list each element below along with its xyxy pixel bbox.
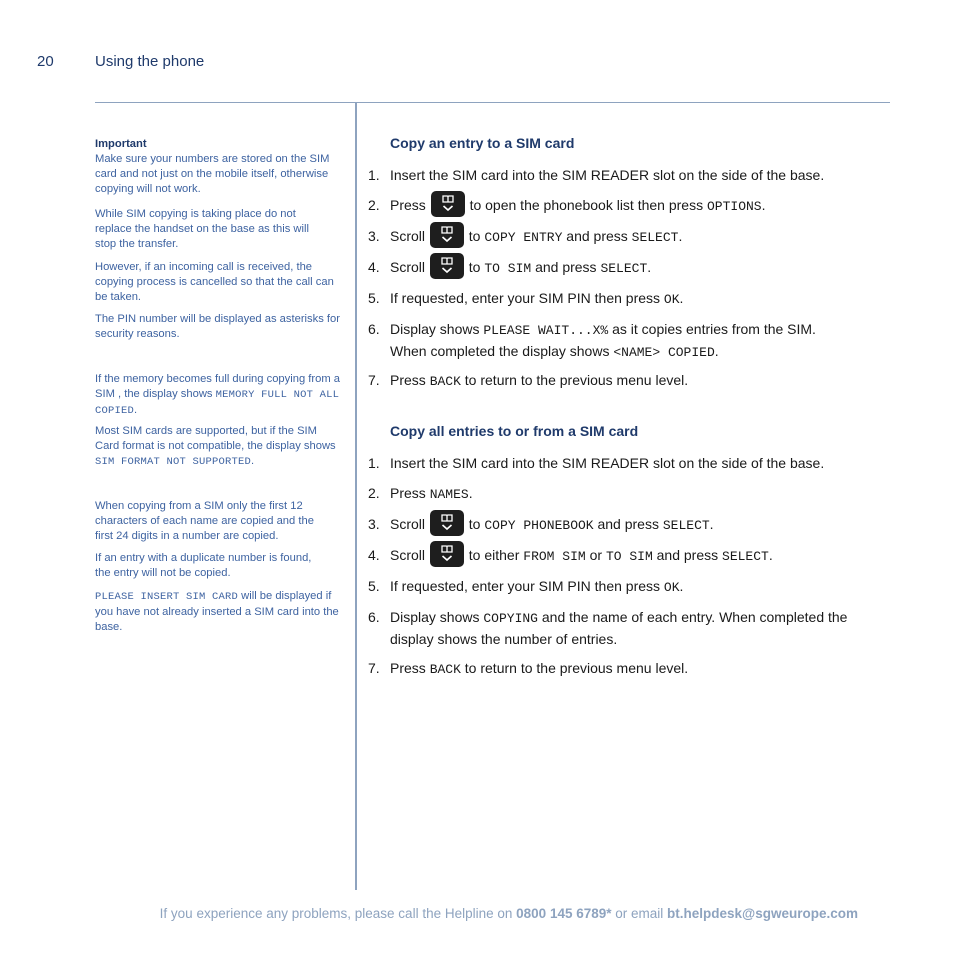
step-number: 3.: [368, 516, 380, 532]
text: to return to the previous menu level.: [464, 660, 689, 676]
text: Press: [390, 485, 426, 501]
menu-option: TO SIM: [605, 549, 653, 564]
display-message: PLEASE WAIT...X%: [483, 323, 609, 338]
text: Press: [390, 197, 426, 213]
step-number: 5.: [368, 578, 380, 594]
text: Scroll: [390, 547, 426, 563]
text: .: [678, 228, 683, 244]
text: to: [468, 259, 481, 275]
menu-option: COPY PHONEBOOK: [484, 518, 594, 533]
display-message: PLEASE INSERT SIM CARD: [95, 591, 239, 603]
step-text: [390, 514, 885, 536]
step-text: Insert the SIM card into the SIM READER slot on the side of the base.: [390, 455, 825, 471]
phonebook-scroll-key-icon: [431, 191, 465, 217]
text: If requested, enter your SIM PIN then press: [390, 578, 661, 594]
text: .: [679, 290, 684, 306]
note-text-part: If the memory becomes full during copying from a SIM , the display shows: [95, 373, 340, 400]
note-text-part: will be displayed if you have not already inserted a SIM card into the base.: [95, 590, 339, 633]
note-text: However, if an incoming call is received, the copying process is cancelled so that the call can be taken.: [95, 261, 334, 303]
text: or: [589, 547, 603, 563]
text: and the name of each entry. When completed the display shows the number of entries.: [390, 609, 848, 647]
note-text: [95, 589, 343, 635]
note-text: The PIN number will be displayed as asterisks for security reasons.: [95, 313, 340, 340]
helpline-phone: 0800 145 6789*: [516, 906, 612, 921]
menu-option: SELECT: [631, 230, 679, 245]
step-number: 6.: [368, 609, 380, 625]
menu-option: TO SIM: [484, 261, 532, 276]
text: If requested, enter your SIM PIN then press: [390, 290, 661, 306]
phonebook-scroll-key-icon: [430, 541, 464, 567]
text: .: [679, 578, 684, 594]
menu-option: SELECT: [722, 549, 769, 564]
note-text: [95, 372, 343, 419]
text: .: [647, 259, 652, 275]
text: and press: [597, 516, 659, 532]
phonebook-scroll-key-icon: [430, 253, 464, 279]
menu-option: NAMES: [429, 487, 469, 502]
text: Scroll: [390, 228, 426, 244]
display-message: MEMORY FULL NOT ALL COPIED: [95, 389, 340, 417]
note-text: [95, 424, 343, 470]
menu-option: BACK: [429, 374, 461, 389]
section-title: Copy all entries to or from a SIM card: [390, 423, 639, 439]
text: .: [714, 343, 719, 359]
menu-option: SELECT: [600, 261, 648, 276]
step-number: 2.: [368, 485, 380, 501]
text: and press: [656, 547, 719, 563]
menu-option: FROM SIM: [523, 549, 586, 564]
note-text: Make sure your numbers are stored on the SIM card and not just on the mobile itself, otherwise copying will not work.: [95, 153, 330, 195]
step-text: [390, 319, 885, 363]
text: to: [468, 516, 481, 532]
note-text: While SIM copying is taking place do not replace the handset on the base as this will stop the transfer.: [95, 208, 309, 250]
step-text: [390, 483, 885, 505]
step-text: Insert the SIM card into the SIM READER slot on the side of the base.: [390, 167, 825, 183]
footer-text: If you experience any problems, please call the Helpline on: [159, 906, 513, 921]
step-number: 7.: [368, 372, 380, 388]
step-number: 6.: [368, 321, 380, 337]
menu-option: SELECT: [662, 518, 710, 533]
text: .: [761, 197, 766, 213]
menu-option: OK: [663, 292, 680, 307]
text: Scroll: [390, 259, 426, 275]
text: When completed the display shows: [390, 343, 610, 359]
step-text: [390, 288, 885, 310]
page-number: 20: [37, 53, 54, 70]
footer-helpline: [0, 906, 858, 921]
step-text: [390, 607, 885, 649]
important-note: [95, 137, 345, 197]
text: .: [768, 547, 773, 563]
step-number: 2.: [368, 197, 380, 213]
menu-option: OPTIONS: [706, 199, 762, 214]
important-title: Important: [95, 138, 147, 150]
column-divider: [355, 102, 357, 890]
text: Display shows: [390, 321, 480, 337]
step-number: 4.: [368, 547, 380, 563]
text: as it copies entries from the SIM.: [612, 321, 816, 337]
step-number: 3.: [368, 228, 380, 244]
phonebook-scroll-key-icon: [430, 222, 464, 248]
display-message: COPYING: [483, 611, 538, 626]
step-number: 4.: [368, 259, 380, 275]
text: .: [468, 485, 473, 501]
section-title: Copy an entry to a SIM card: [390, 135, 575, 151]
step-number: 5.: [368, 290, 380, 306]
step-text: [390, 370, 885, 392]
display-message: <NAME> COPIED: [613, 345, 715, 360]
display-message: SIM FORMAT NOT SUPPORTED: [95, 456, 252, 468]
page-header-title: Using the phone: [95, 53, 205, 70]
text: to: [468, 228, 481, 244]
note-text-part: Most SIM cards are supported, but if the SIM Card format is not compatible, the display shows: [95, 425, 336, 452]
footer-text: or email: [615, 906, 664, 921]
text: Press: [390, 372, 426, 388]
step-number: 1.: [368, 455, 380, 471]
step-number: 7.: [368, 660, 380, 676]
text: Press: [390, 660, 426, 676]
step-text: [390, 576, 885, 598]
note-text: If an entry with a duplicate number is found, the entry will not be copied.: [95, 552, 312, 579]
menu-option: OK: [663, 580, 680, 595]
note-text-part: .: [251, 455, 255, 467]
note-text: When copying from a SIM only the first 12 characters of each name are copied and the first 24 digits in a number are copied.: [95, 500, 314, 542]
step-text: [390, 658, 885, 680]
menu-option: BACK: [429, 662, 461, 677]
step-text: [390, 195, 885, 217]
step-text: [390, 257, 885, 279]
phonebook-scroll-key-icon: [430, 510, 464, 536]
header-rule: [95, 102, 890, 103]
helpdesk-email[interactable]: bt.helpdesk@sgweurope.com: [667, 906, 858, 921]
text: to either: [468, 547, 520, 563]
step-text: [390, 226, 885, 248]
step-number: 1.: [368, 167, 380, 183]
text: Scroll: [390, 516, 426, 532]
text: and press: [535, 259, 597, 275]
step-text: [390, 545, 885, 567]
text: .: [709, 516, 714, 532]
note-text-part: .: [134, 404, 138, 416]
text: to open the phonebook list then press: [469, 197, 704, 213]
text: to return to the previous menu level.: [464, 372, 689, 388]
menu-option: COPY ENTRY: [484, 230, 563, 245]
text: Display shows: [390, 609, 480, 625]
text: and press: [566, 228, 628, 244]
